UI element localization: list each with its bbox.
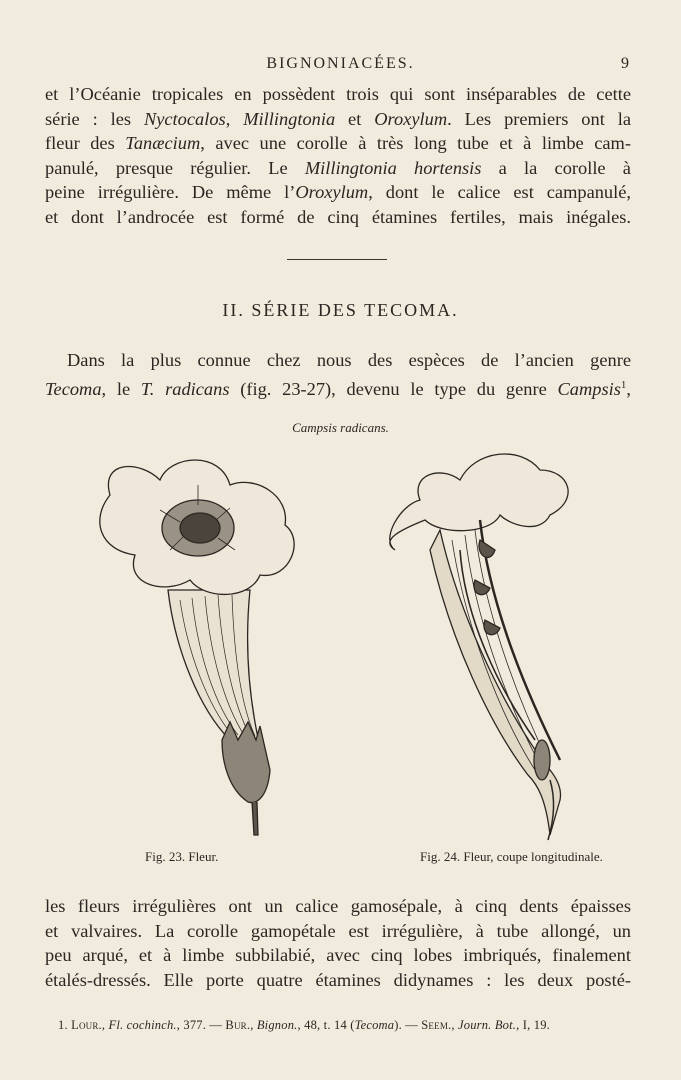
- figure-label-left: Fig. 23. Fleur.: [145, 849, 219, 864]
- closing-paragraph: [45, 894, 631, 992]
- text-line: et dont l’androcée est formé de cinq étamines fertiles, mais inégales.: [45, 206, 631, 227]
- text-line: Tecoma, le T. radicans (fig. 23-27), devenu le type du genre Campsis$^1$,: [45, 378, 631, 399]
- text-line: Dans la plus connue chez nous des espèces de l’ancien genre: [67, 350, 631, 370]
- text-line: et l’Océanie tropicales en possèdent trois qui sont inséparables de cette: [45, 84, 631, 104]
- text-line: et valvaires. La corolle gamopétale est irrégulière, à tube allongé, un: [45, 920, 631, 941]
- section-heading: II. SÉRIE DES TECOMA.: [222, 300, 459, 320]
- flower-illustration: [80, 440, 610, 845]
- running-header: [0, 55, 681, 77]
- text-line: peine irrégulière. De même l’Oroxylum, dont le calice est campanulé,: [45, 182, 631, 203]
- text-line: série : les Nyctocalos, Millingtonia et Oroxylum. Les premiers ont la: [45, 108, 631, 129]
- intro-paragraph: [45, 82, 631, 230]
- section-paragraph: [45, 348, 631, 397]
- footnote-marker: 1: [620, 378, 627, 391]
- fig-23-flower-drawing: [100, 460, 294, 835]
- section-divider: [287, 259, 387, 260]
- text-line: étalés-dressés. Elle porte quatre étamines didynames : les deux posté-: [45, 969, 631, 990]
- figure-title: Campsis radicans.: [292, 420, 389, 435]
- figure-label-right: Fig. 24. Fleur, coupe longitudinale.: [420, 849, 603, 864]
- text-line: panulé, presque régulier. Le Millingtonia hortensis a la corolle à: [45, 157, 631, 178]
- page-number: 9: [621, 55, 629, 72]
- text-line: fleur des Tanæcium, avec une corolle à très long tube et à limbe cam-: [45, 133, 631, 154]
- text-line: peu arqué, et à limbe subbilabié, avec cinq lobes imbriqués, finalement: [45, 945, 631, 966]
- header-title: BIGNONIACÉES.: [266, 55, 415, 72]
- footnote: 1. Lour., Fl. cochinch., 377. — Bur., Bignon., 48, t. 14 (Tecoma). — Seem., Journ. Bot., I, 19.: [58, 1018, 551, 1032]
- fig-24-section-drawing: [390, 454, 568, 840]
- text-line: les fleurs irrégulières ont un calice gamosépale, à cinq dents épaisses: [45, 896, 631, 916]
